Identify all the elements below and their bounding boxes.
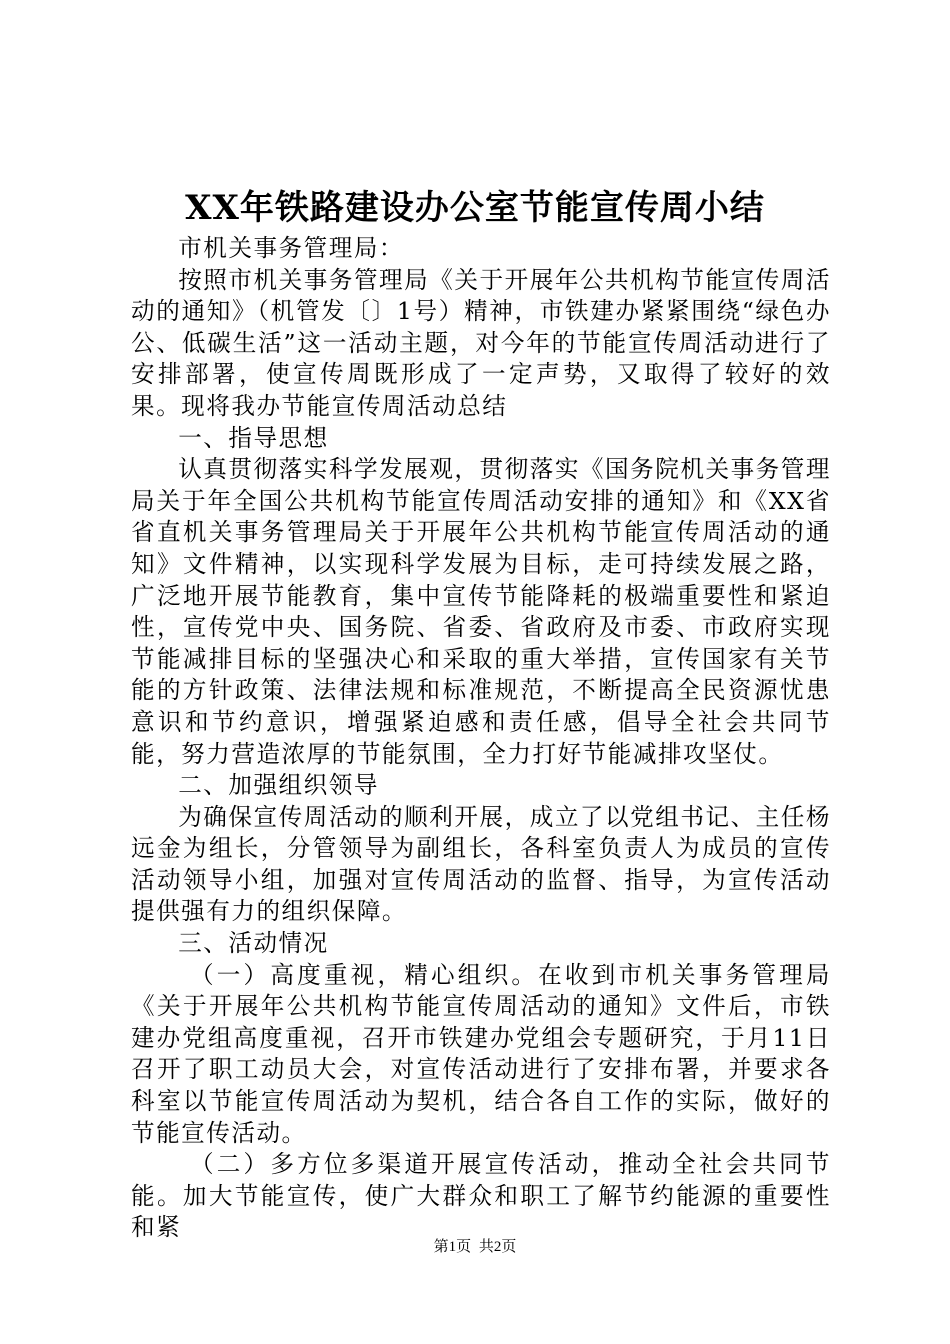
- intro-paragraph: 按照市机关事务管理局《关于开展年公共机构节能宣传周活动的通知》（机管发〔〕1号）精神，市铁建办紧紧围绕“绿色办公、低碳生活”这一活动主题，对今年的节能宣传周活动进行了安排部署，使宣传周既形成了一定声势，又取得了较好的效果。现将我办节能宣传周活动总结: [131, 265, 831, 420]
- page-number: 第1页: [433, 1239, 472, 1255]
- section-paragraph-3b: （二）多方位多渠道开展宣传活动，推动全社会共同节能。加大节能宣传，使广大群众和职工了解节约能源的重要性和紧: [131, 1150, 831, 1242]
- section-paragraph-1: 认真贯彻落实科学发展观，贯彻落实《国务院机关事务管理局关于年全国公共机构节能宣传周活动安排的通知》和《XX省省直机关事务管理局关于开展年公共机构节能宣传周活动的通知》文件精神，以实现科学发展为目标，走可持续发展之路，广泛地开展节能教育，集中宣传节能降耗的极端重要性和紧迫性，宣传党中央、国务院、省委、省政府及市委、市政府实现节能减排目标的坚强决心和采取的重大举措，宣传国家有关节能的方针政策、法律法规和标准规范，不断提高全民资源忧患意识和节约意识，增强紧迫感和责任感，倡导全社会共同节能，努力营造浓厚的节能氛围，全力打好节能减排攻坚仗。: [131, 455, 831, 768]
- page-total: 共2页: [478, 1239, 517, 1255]
- document-title: XX年铁路建设办公室节能宣传周小结: [185, 188, 765, 228]
- page-footer: [0, 1237, 950, 1257]
- salutation: 市机关事务管理局：: [178, 234, 405, 262]
- section-heading-3: 三、活动情况: [178, 929, 329, 958]
- section-paragraph-3a: （一）高度重视，精心组织。在收到市机关事务管理局《关于开展年公共机构节能宣传周活动的通知》文件后，市铁建办党组高度重视，召开市铁建办党组会专题研究，于月11日召开了职工动员大会，对宣传活动进行了安排布署，并要求各科室以节能宣传周活动为契机，结合各自工作的实际，做好的节能宣传活动。: [131, 960, 831, 1147]
- section-heading-2: 二、加强组织领导: [178, 771, 379, 800]
- section-paragraph-2: 为确保宣传周活动的顺利开展，成立了以党组书记、主任杨远金为组长，分管领导为副组长，各科室负责人为成员的宣传活动领导小组，加强对宣传周活动的监督、指导，为宣传活动提供强有力的组织保障。: [131, 802, 831, 926]
- section-heading-1: 一、指导思想: [178, 423, 329, 452]
- document-body: [131, 233, 831, 1244]
